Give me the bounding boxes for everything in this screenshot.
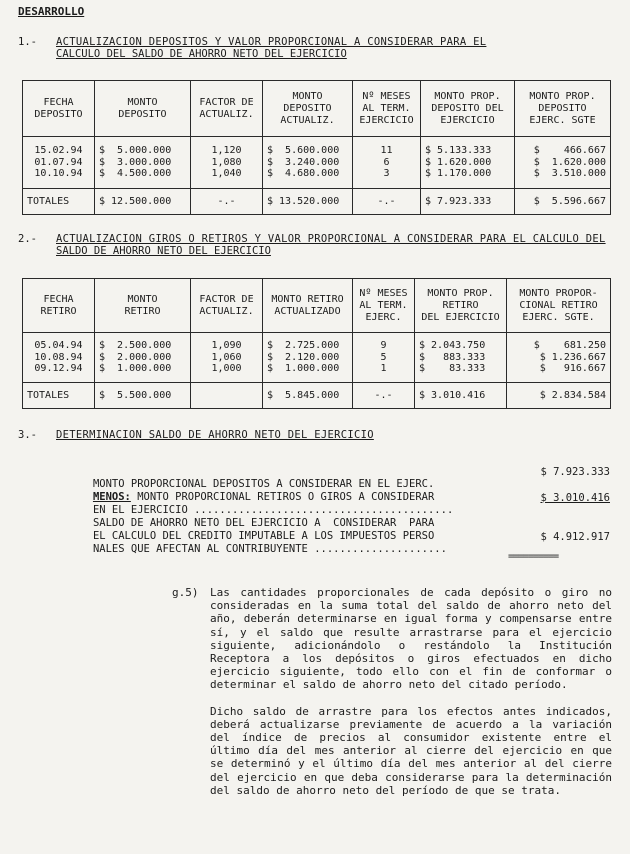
table-cell: $ 5.133.333 bbox=[425, 145, 492, 157]
table-cell: $ 3.240.000 bbox=[267, 156, 340, 168]
tbl2-header-col-6 bbox=[507, 279, 611, 333]
table-cell: 3 bbox=[383, 168, 390, 180]
header-text: ACTUALIZ. bbox=[280, 114, 335, 126]
header-text: Nº MESES bbox=[362, 90, 411, 102]
table-cell: $ 4.680.000 bbox=[267, 168, 340, 180]
note-paragraph-2: Dicho saldo de arrastre para los efectos antes indicados, deberá actualizarse previamente de acuerdo a la variación del índice de precios al consumidor existente entre el último día del mes anterior al cierre del ejercicio en que se determinó y el último día del mes anterior al del cierre del ejercicio en que deba considerarse para la determinación del saldo de ahorro neto del período de que se trata. bbox=[210, 704, 612, 797]
tbl2-total-col-1: $ 5.500.000 bbox=[95, 383, 191, 409]
tbl2-header-col-4 bbox=[353, 279, 415, 333]
section-2-title-line-1: ACTUALIZACION GIROS O RETIROS Y VALOR PROPORCIONAL A CONSIDERAR PARA EL CALCULO DEL bbox=[56, 233, 606, 245]
table-cell: $ 1.000.000 bbox=[267, 363, 340, 375]
header-text: EJERC. bbox=[365, 311, 402, 323]
tbl1-header-col-2 bbox=[191, 81, 263, 137]
tbl1-total-col-0: TOTALES bbox=[23, 189, 95, 215]
table-cell: $ 5.000.000 bbox=[99, 145, 172, 157]
section-1-number: 1.- bbox=[18, 36, 37, 48]
tbl1-total-col-3: $ 13.520.000 bbox=[263, 189, 353, 215]
table-cell: $ 681.250 bbox=[533, 340, 606, 352]
table-cell: 9 bbox=[380, 340, 387, 352]
tbl2-data-col-2 bbox=[191, 333, 263, 383]
header-text: EJERCICIO bbox=[440, 114, 495, 126]
page-heading: DESARROLLO bbox=[18, 5, 85, 18]
header-text: DEPOSITO DEL bbox=[431, 102, 504, 114]
table-cell: $ 3.000.000 bbox=[99, 156, 172, 168]
deposits-table-totals bbox=[23, 189, 611, 215]
header-text: MONTO RETIRO bbox=[271, 293, 344, 305]
tbl2-total-col-0: TOTALES bbox=[23, 383, 95, 409]
section-2-title bbox=[18, 233, 606, 257]
tbl1-header-col-6 bbox=[515, 81, 611, 137]
table-cell: $ 5.600.000 bbox=[267, 145, 340, 157]
calc-row-net-3 bbox=[55, 531, 610, 556]
calc-row-withdrawals bbox=[55, 492, 610, 517]
deposits-table-header bbox=[23, 81, 611, 137]
calc-net-amount: $ 4.912.917 bbox=[540, 531, 610, 543]
section-2-number: 2.- bbox=[18, 233, 37, 245]
table-cell: 1,080 bbox=[211, 156, 242, 168]
table-cell: 01.07.94 bbox=[34, 156, 83, 168]
header-text: CIONAL RETIRO bbox=[519, 299, 598, 311]
calc-row-deposits bbox=[55, 466, 610, 491]
calc-withdrawals-amount: $ 3.010.416 bbox=[540, 492, 610, 504]
tbl1-data-col-0 bbox=[23, 137, 95, 189]
tbl1-data-col-4 bbox=[353, 137, 421, 189]
tbl1-header-col-4 bbox=[353, 81, 421, 137]
tbl1-data-col-6 bbox=[515, 137, 611, 189]
tbl2-header-col-0 bbox=[23, 279, 95, 333]
header-text: EJERCICIO bbox=[359, 114, 414, 126]
table-cell: $ 883.333 bbox=[419, 351, 486, 363]
section-3-number: 3.- bbox=[18, 429, 37, 441]
tbl1-total-col-2: -.- bbox=[191, 189, 263, 215]
tbl2-data-col-0 bbox=[23, 333, 95, 383]
table-cell: 10.08.94 bbox=[34, 351, 83, 363]
header-text: AL TERM. bbox=[362, 102, 411, 114]
header-text: MONTO bbox=[292, 90, 323, 102]
tbl1-total-col-1: $ 12.500.000 bbox=[95, 189, 191, 215]
deposits-table bbox=[22, 80, 611, 215]
note-paragraph-1: Las cantidades proporcionales de cada depósito o giro no consideradas en la suma total del saldo de ahorro neto del año, deberán determinarse en igual forma y compensarse entre sí, y el saldo que resulte arrastrarse para el ejercicio siguiente, adicionándolo o restándolo la Institución Receptora a los depósitos o giros efectuados en dicho ejercicio siguiente, todo ello con el fin de conformar o determinar el saldo de ahorro neto del citado período. bbox=[210, 586, 612, 692]
section-1-title bbox=[18, 36, 486, 60]
header-text: RETIRO bbox=[40, 305, 77, 317]
table-cell: 10.10.94 bbox=[34, 168, 83, 180]
header-text: DEPOSITO bbox=[283, 102, 332, 114]
note-label: g.5) bbox=[172, 586, 199, 599]
table-cell: 1 bbox=[380, 363, 387, 375]
header-text: FACTOR DE bbox=[199, 96, 254, 108]
header-text: MONTO bbox=[127, 96, 158, 108]
tbl2-header-col-3 bbox=[263, 279, 353, 333]
tbl2-header-col-5 bbox=[415, 279, 507, 333]
calc-deposits-label: MONTO PROPORCIONAL DEPOSITOS A CONSIDERAR EN EL EJERC. bbox=[92, 478, 435, 491]
tbl2-data-col-1 bbox=[95, 333, 191, 383]
header-text: EJERC. SGTE. bbox=[522, 311, 595, 323]
section-3-title-text: DETERMINACION SALDO DE AHORRO NETO DEL EJERCICIO bbox=[56, 429, 374, 441]
tbl2-data-col-6 bbox=[507, 333, 611, 383]
tbl2-total-col-4: -.- bbox=[353, 383, 415, 409]
header-text: EJERC. SGTE bbox=[529, 114, 596, 126]
table-cell: 11 bbox=[380, 145, 393, 157]
table-cell: 1,060 bbox=[211, 351, 242, 363]
header-text: RETIRO bbox=[442, 299, 479, 311]
tbl1-data-col-2 bbox=[191, 137, 263, 189]
table-cell: 6 bbox=[383, 156, 390, 168]
table-cell: $ 1.000.000 bbox=[99, 363, 172, 375]
withdrawals-table-rows bbox=[23, 333, 611, 383]
table-cell: 1,120 bbox=[211, 145, 242, 157]
calc-withdrawals-label-2: EN EL EJERCICIO ......................................... bbox=[92, 504, 454, 517]
header-text: DEL EJERCICIO bbox=[421, 311, 500, 323]
header-text: FECHA bbox=[43, 293, 74, 305]
tbl2-header-col-2 bbox=[191, 279, 263, 333]
header-text: AL TERM. bbox=[359, 299, 408, 311]
tbl1-data-col-5 bbox=[421, 137, 515, 189]
table-cell: $ 3.510.000 bbox=[533, 168, 606, 180]
tbl1-total-col-5: $ 7.923.333 bbox=[421, 189, 515, 215]
header-text: FACTOR DE bbox=[199, 293, 254, 305]
table-cell: 1,090 bbox=[211, 340, 242, 352]
table-cell: $ 2.043.750 bbox=[419, 340, 486, 352]
tbl1-total-col-6: $ 5.596.667 bbox=[515, 189, 611, 215]
header-text: ACTUALIZ. bbox=[199, 108, 254, 120]
header-text: ACTUALIZADO bbox=[274, 305, 341, 317]
tbl2-total-col-6: $ 2.834.584 bbox=[507, 383, 611, 409]
calc-net-label-3: NALES QUE AFECTAN AL CONTRIBUYENTE ..................... bbox=[92, 543, 447, 556]
calc-withdrawals-label: MONTO PROPORCIONAL RETIROS O GIROS A CONSIDERAR bbox=[130, 491, 435, 504]
table-cell: $ 83.333 bbox=[419, 363, 486, 375]
header-text: MONTO PROPOR- bbox=[519, 287, 598, 299]
header-text: MONTO PROP. bbox=[434, 90, 501, 102]
deposits-table-rows bbox=[23, 137, 611, 189]
header-text: MONTO PROP. bbox=[427, 287, 494, 299]
tbl1-header-col-5 bbox=[421, 81, 515, 137]
calc-menos-label: MENOS: bbox=[92, 491, 131, 504]
tbl2-data-col-3 bbox=[263, 333, 353, 383]
section-1-title-line-1: ACTUALIZACION DEPOSITOS Y VALOR PROPORCIONAL A CONSIDERAR PARA EL bbox=[56, 36, 487, 48]
header-text: Nº MESES bbox=[359, 287, 408, 299]
withdrawals-table bbox=[22, 278, 611, 409]
table-cell: $ 1.236.667 bbox=[539, 351, 606, 363]
table-cell: 09.12.94 bbox=[34, 363, 83, 375]
table-cell: 1,040 bbox=[211, 168, 242, 180]
table-cell: $ 1.620.000 bbox=[425, 156, 492, 168]
table-cell: 1,000 bbox=[211, 363, 242, 375]
tbl2-data-col-5 bbox=[415, 333, 507, 383]
header-text: MONTO bbox=[127, 293, 158, 305]
table-cell: 5 bbox=[380, 351, 387, 363]
tbl2-header-col-1 bbox=[95, 279, 191, 333]
double-underline: ========== bbox=[508, 551, 559, 562]
calc-row-net-1 bbox=[55, 505, 610, 530]
table-cell: $ 1.620.000 bbox=[533, 156, 606, 168]
tbl1-header-col-0 bbox=[23, 81, 95, 137]
table-cell: 05.04.94 bbox=[34, 340, 83, 352]
tbl2-total-col-2 bbox=[191, 383, 263, 409]
tbl1-data-col-3 bbox=[263, 137, 353, 189]
table-cell: $ 2.725.000 bbox=[267, 340, 340, 352]
header-text: RETIRO bbox=[124, 305, 161, 317]
tbl1-header-col-3 bbox=[263, 81, 353, 137]
section-2-title-line-2: SALDO DE AHORRO NETO DEL EJERCICIO bbox=[56, 245, 271, 258]
calc-net-label-1: SALDO DE AHORRO NETO DEL EJERCICIO A CONSIDERAR PARA bbox=[92, 517, 435, 530]
table-cell: $ 1.170.000 bbox=[425, 168, 492, 180]
header-text: DEPOSITO bbox=[118, 108, 167, 120]
withdrawals-table-totals bbox=[23, 383, 611, 409]
tbl2-data-col-4 bbox=[353, 333, 415, 383]
tbl1-total-col-4: -.- bbox=[353, 189, 421, 215]
tbl2-total-col-3: $ 5.845.000 bbox=[263, 383, 353, 409]
net-savings-calculation bbox=[55, 466, 610, 556]
table-cell: $ 916.667 bbox=[539, 363, 606, 375]
table-cell: $ 466.667 bbox=[533, 145, 606, 157]
section-3-title bbox=[18, 429, 374, 441]
section-1-title-line-2: CALCULO DEL SALDO DE AHORRO NETO DEL EJERCICIO bbox=[56, 48, 347, 61]
note-g5 bbox=[172, 586, 612, 797]
header-text: DEPOSITO bbox=[34, 108, 83, 120]
table-cell: 15.02.94 bbox=[34, 145, 83, 157]
table-cell: $ 4.500.000 bbox=[99, 168, 172, 180]
calc-deposits-amount: $ 7.923.333 bbox=[540, 466, 610, 478]
tbl1-header-col-1 bbox=[95, 81, 191, 137]
table-cell: $ 2.000.000 bbox=[99, 351, 172, 363]
header-text: ACTUALIZ. bbox=[199, 305, 254, 317]
withdrawals-table-header bbox=[23, 279, 611, 333]
tbl2-total-col-5: $ 3.010.416 bbox=[415, 383, 507, 409]
header-text: FECHA bbox=[43, 96, 74, 108]
calc-net-label-2: EL CALCULO DEL CREDITO IMPUTABLE A LOS IMPUESTOS PERSO bbox=[92, 530, 435, 543]
header-text: DEPOSITO bbox=[538, 102, 587, 114]
header-text: MONTO PROP. bbox=[529, 90, 596, 102]
tbl1-data-col-1 bbox=[95, 137, 191, 189]
table-cell: $ 2.120.000 bbox=[267, 351, 340, 363]
table-cell: $ 2.500.000 bbox=[99, 340, 172, 352]
